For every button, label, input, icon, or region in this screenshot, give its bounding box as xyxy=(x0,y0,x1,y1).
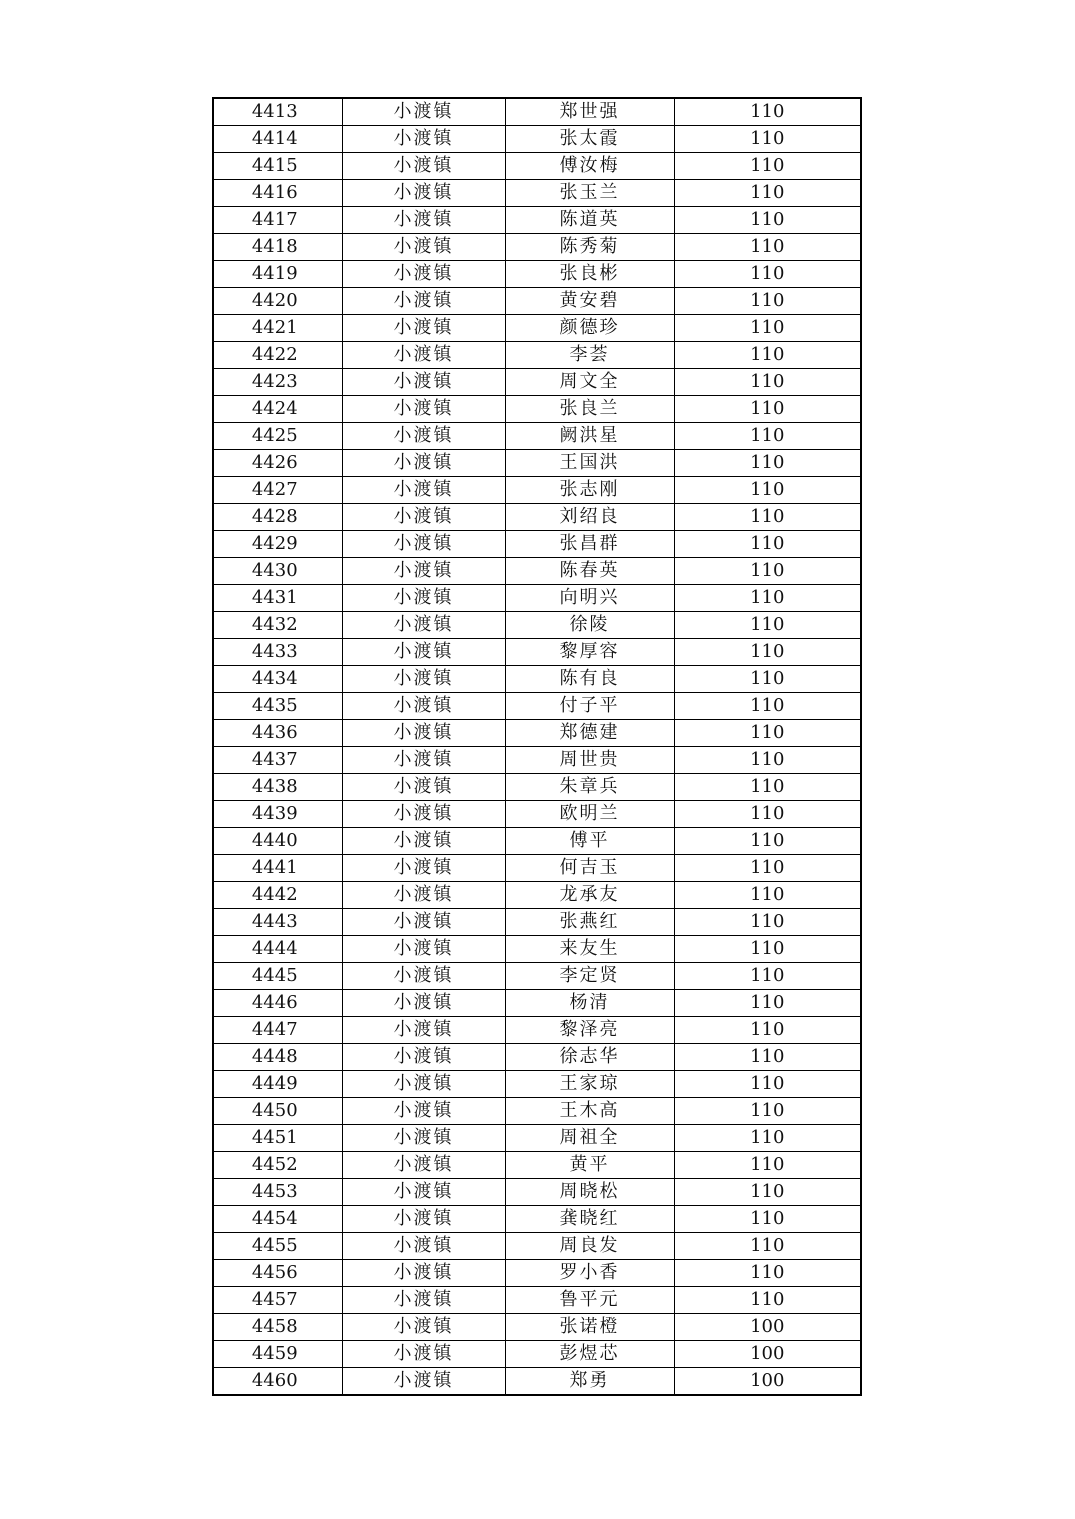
person-name-cell: 付子平 xyxy=(505,693,674,720)
table-row xyxy=(213,126,861,153)
town-cell: 小渡镇 xyxy=(342,315,505,342)
row-number-cell: 4418 xyxy=(213,234,342,261)
row-number-cell: 4417 xyxy=(213,207,342,234)
table-row xyxy=(213,558,861,585)
town-cell: 小渡镇 xyxy=(342,261,505,288)
person-name-cell: 颜德珍 xyxy=(505,315,674,342)
amount-cell: 110 xyxy=(674,855,861,882)
row-number-cell: 4427 xyxy=(213,477,342,504)
amount-cell: 110 xyxy=(674,666,861,693)
row-number-cell: 4416 xyxy=(213,180,342,207)
amount-cell: 110 xyxy=(674,801,861,828)
amount-cell: 110 xyxy=(674,450,861,477)
table-row xyxy=(213,747,861,774)
person-name-cell: 黄平 xyxy=(505,1152,674,1179)
person-name-cell: 彭煜芯 xyxy=(505,1341,674,1368)
town-cell: 小渡镇 xyxy=(342,477,505,504)
person-name-cell: 鲁平元 xyxy=(505,1287,674,1314)
town-cell: 小渡镇 xyxy=(342,1017,505,1044)
amount-cell: 110 xyxy=(674,882,861,909)
amount-cell: 110 xyxy=(674,504,861,531)
person-name-cell: 张玉兰 xyxy=(505,180,674,207)
table-row xyxy=(213,450,861,477)
person-name-cell: 陈有良 xyxy=(505,666,674,693)
amount-cell: 100 xyxy=(674,1341,861,1368)
row-number-cell: 4436 xyxy=(213,720,342,747)
table-row xyxy=(213,315,861,342)
row-number-cell: 4437 xyxy=(213,747,342,774)
town-cell: 小渡镇 xyxy=(342,1233,505,1260)
table-row xyxy=(213,936,861,963)
table-row xyxy=(213,1179,861,1206)
town-cell: 小渡镇 xyxy=(342,126,505,153)
table-row xyxy=(213,990,861,1017)
town-cell: 小渡镇 xyxy=(342,909,505,936)
town-cell: 小渡镇 xyxy=(342,963,505,990)
row-number-cell: 4439 xyxy=(213,801,342,828)
table-row xyxy=(213,288,861,315)
row-number-cell: 4419 xyxy=(213,261,342,288)
town-cell: 小渡镇 xyxy=(342,801,505,828)
row-number-cell: 4425 xyxy=(213,423,342,450)
row-number-cell: 4421 xyxy=(213,315,342,342)
amount-cell: 110 xyxy=(674,477,861,504)
table-row xyxy=(213,1071,861,1098)
town-cell: 小渡镇 xyxy=(342,288,505,315)
town-cell: 小渡镇 xyxy=(342,1368,505,1396)
amount-cell: 110 xyxy=(674,693,861,720)
table-row xyxy=(213,98,861,126)
amount-cell: 110 xyxy=(674,1179,861,1206)
amount-cell: 110 xyxy=(674,612,861,639)
amount-cell: 110 xyxy=(674,1017,861,1044)
town-cell: 小渡镇 xyxy=(342,882,505,909)
row-number-cell: 4432 xyxy=(213,612,342,639)
row-number-cell: 4424 xyxy=(213,396,342,423)
row-number-cell: 4456 xyxy=(213,1260,342,1287)
town-cell: 小渡镇 xyxy=(342,666,505,693)
table-row xyxy=(213,1341,861,1368)
table-row xyxy=(213,612,861,639)
table-row xyxy=(213,666,861,693)
town-cell: 小渡镇 xyxy=(342,585,505,612)
row-number-cell: 4448 xyxy=(213,1044,342,1071)
row-number-cell: 4451 xyxy=(213,1125,342,1152)
row-number-cell: 4429 xyxy=(213,531,342,558)
amount-cell: 110 xyxy=(674,585,861,612)
town-cell: 小渡镇 xyxy=(342,1044,505,1071)
table-row xyxy=(213,585,861,612)
person-name-cell: 陈道英 xyxy=(505,207,674,234)
town-cell: 小渡镇 xyxy=(342,234,505,261)
row-number-cell: 4420 xyxy=(213,288,342,315)
person-name-cell: 张良彬 xyxy=(505,261,674,288)
table-row xyxy=(213,1206,861,1233)
town-cell: 小渡镇 xyxy=(342,1341,505,1368)
row-number-cell: 4434 xyxy=(213,666,342,693)
table-row xyxy=(213,1152,861,1179)
town-cell: 小渡镇 xyxy=(342,180,505,207)
table-row xyxy=(213,828,861,855)
person-name-cell: 周良发 xyxy=(505,1233,674,1260)
amount-cell: 110 xyxy=(674,126,861,153)
row-number-cell: 4460 xyxy=(213,1368,342,1396)
row-number-cell: 4428 xyxy=(213,504,342,531)
person-name-cell: 张诺橙 xyxy=(505,1314,674,1341)
row-number-cell: 4452 xyxy=(213,1152,342,1179)
row-number-cell: 4431 xyxy=(213,585,342,612)
row-number-cell: 4440 xyxy=(213,828,342,855)
table-row xyxy=(213,207,861,234)
person-name-cell: 朱章兵 xyxy=(505,774,674,801)
town-cell: 小渡镇 xyxy=(342,342,505,369)
amount-cell: 110 xyxy=(674,180,861,207)
amount-cell: 100 xyxy=(674,1368,861,1396)
person-name-cell: 张太霞 xyxy=(505,126,674,153)
table-row xyxy=(213,1044,861,1071)
amount-cell: 110 xyxy=(674,1098,861,1125)
table-row xyxy=(213,1017,861,1044)
person-name-cell: 王家琼 xyxy=(505,1071,674,1098)
town-cell: 小渡镇 xyxy=(342,1125,505,1152)
town-cell: 小渡镇 xyxy=(342,1287,505,1314)
row-number-cell: 4458 xyxy=(213,1314,342,1341)
amount-cell: 110 xyxy=(674,1287,861,1314)
row-number-cell: 4447 xyxy=(213,1017,342,1044)
town-cell: 小渡镇 xyxy=(342,1071,505,1098)
person-name-cell: 周世贵 xyxy=(505,747,674,774)
person-name-cell: 周晓松 xyxy=(505,1179,674,1206)
amount-cell: 110 xyxy=(674,153,861,180)
person-name-cell: 周祖全 xyxy=(505,1125,674,1152)
table-row xyxy=(213,1098,861,1125)
person-name-cell: 向明兴 xyxy=(505,585,674,612)
roster-table-body xyxy=(213,98,861,1395)
row-number-cell: 4457 xyxy=(213,1287,342,1314)
amount-cell: 110 xyxy=(674,990,861,1017)
amount-cell: 110 xyxy=(674,98,861,126)
town-cell: 小渡镇 xyxy=(342,936,505,963)
town-cell: 小渡镇 xyxy=(342,531,505,558)
amount-cell: 110 xyxy=(674,288,861,315)
amount-cell: 110 xyxy=(674,1233,861,1260)
amount-cell: 110 xyxy=(674,747,861,774)
person-name-cell: 何吉玉 xyxy=(505,855,674,882)
amount-cell: 110 xyxy=(674,261,861,288)
table-row xyxy=(213,963,861,990)
person-name-cell: 徐陵 xyxy=(505,612,674,639)
row-number-cell: 4433 xyxy=(213,639,342,666)
row-number-cell: 4414 xyxy=(213,126,342,153)
amount-cell: 110 xyxy=(674,1044,861,1071)
table-row xyxy=(213,1287,861,1314)
town-cell: 小渡镇 xyxy=(342,1314,505,1341)
row-number-cell: 4459 xyxy=(213,1341,342,1368)
town-cell: 小渡镇 xyxy=(342,1152,505,1179)
table-row xyxy=(213,1125,861,1152)
person-name-cell: 郑世强 xyxy=(505,98,674,126)
town-cell: 小渡镇 xyxy=(342,153,505,180)
person-name-cell: 杨清 xyxy=(505,990,674,1017)
amount-cell: 110 xyxy=(674,423,861,450)
table-row xyxy=(213,369,861,396)
amount-cell: 110 xyxy=(674,1206,861,1233)
town-cell: 小渡镇 xyxy=(342,612,505,639)
person-name-cell: 刘绍良 xyxy=(505,504,674,531)
person-name-cell: 龚晓红 xyxy=(505,1206,674,1233)
table-row xyxy=(213,1368,861,1396)
table-row xyxy=(213,396,861,423)
row-number-cell: 4444 xyxy=(213,936,342,963)
row-number-cell: 4441 xyxy=(213,855,342,882)
amount-cell: 110 xyxy=(674,639,861,666)
table-row xyxy=(213,909,861,936)
person-name-cell: 徐志华 xyxy=(505,1044,674,1071)
table-row xyxy=(213,720,861,747)
table-row xyxy=(213,342,861,369)
person-name-cell: 罗小香 xyxy=(505,1260,674,1287)
person-name-cell: 张燕红 xyxy=(505,909,674,936)
row-number-cell: 4443 xyxy=(213,909,342,936)
row-number-cell: 4455 xyxy=(213,1233,342,1260)
person-name-cell: 王国洪 xyxy=(505,450,674,477)
person-name-cell: 郑德建 xyxy=(505,720,674,747)
amount-cell: 110 xyxy=(674,207,861,234)
table-row xyxy=(213,1314,861,1341)
row-number-cell: 4422 xyxy=(213,342,342,369)
row-number-cell: 4413 xyxy=(213,98,342,126)
amount-cell: 110 xyxy=(674,531,861,558)
amount-cell: 110 xyxy=(674,909,861,936)
row-number-cell: 4445 xyxy=(213,963,342,990)
person-name-cell: 李定贤 xyxy=(505,963,674,990)
amount-cell: 110 xyxy=(674,936,861,963)
row-number-cell: 4454 xyxy=(213,1206,342,1233)
roster-table xyxy=(212,97,862,1396)
person-name-cell: 龙承友 xyxy=(505,882,674,909)
amount-cell: 110 xyxy=(674,558,861,585)
town-cell: 小渡镇 xyxy=(342,828,505,855)
person-name-cell: 郑勇 xyxy=(505,1368,674,1396)
town-cell: 小渡镇 xyxy=(342,639,505,666)
town-cell: 小渡镇 xyxy=(342,450,505,477)
amount-cell: 110 xyxy=(674,342,861,369)
amount-cell: 110 xyxy=(674,963,861,990)
amount-cell: 110 xyxy=(674,1125,861,1152)
amount-cell: 110 xyxy=(674,1152,861,1179)
town-cell: 小渡镇 xyxy=(342,990,505,1017)
table-row xyxy=(213,261,861,288)
table-row xyxy=(213,801,861,828)
town-cell: 小渡镇 xyxy=(342,558,505,585)
person-name-cell: 陈春英 xyxy=(505,558,674,585)
town-cell: 小渡镇 xyxy=(342,1260,505,1287)
table-row xyxy=(213,693,861,720)
table-row xyxy=(213,531,861,558)
person-name-cell: 傅汝梅 xyxy=(505,153,674,180)
town-cell: 小渡镇 xyxy=(342,855,505,882)
table-row xyxy=(213,855,861,882)
town-cell: 小渡镇 xyxy=(342,747,505,774)
row-number-cell: 4449 xyxy=(213,1071,342,1098)
table-row xyxy=(213,774,861,801)
amount-cell: 110 xyxy=(674,1260,861,1287)
person-name-cell: 陈秀菊 xyxy=(505,234,674,261)
town-cell: 小渡镇 xyxy=(342,98,505,126)
row-number-cell: 4426 xyxy=(213,450,342,477)
table-row xyxy=(213,477,861,504)
amount-cell: 110 xyxy=(674,234,861,261)
person-name-cell: 傅平 xyxy=(505,828,674,855)
town-cell: 小渡镇 xyxy=(342,720,505,747)
town-cell: 小渡镇 xyxy=(342,207,505,234)
row-number-cell: 4430 xyxy=(213,558,342,585)
person-name-cell: 黄安碧 xyxy=(505,288,674,315)
row-number-cell: 4446 xyxy=(213,990,342,1017)
person-name-cell: 李荟 xyxy=(505,342,674,369)
amount-cell: 110 xyxy=(674,828,861,855)
table-row xyxy=(213,180,861,207)
amount-cell: 100 xyxy=(674,1314,861,1341)
row-number-cell: 4415 xyxy=(213,153,342,180)
person-name-cell: 张良兰 xyxy=(505,396,674,423)
amount-cell: 110 xyxy=(674,396,861,423)
row-number-cell: 4442 xyxy=(213,882,342,909)
person-name-cell: 黎厚容 xyxy=(505,639,674,666)
person-name-cell: 张昌群 xyxy=(505,531,674,558)
table-row xyxy=(213,153,861,180)
town-cell: 小渡镇 xyxy=(342,369,505,396)
row-number-cell: 4450 xyxy=(213,1098,342,1125)
person-name-cell: 欧明兰 xyxy=(505,801,674,828)
table-row xyxy=(213,882,861,909)
table-row xyxy=(213,234,861,261)
town-cell: 小渡镇 xyxy=(342,774,505,801)
table-row xyxy=(213,504,861,531)
amount-cell: 110 xyxy=(674,369,861,396)
town-cell: 小渡镇 xyxy=(342,396,505,423)
town-cell: 小渡镇 xyxy=(342,423,505,450)
person-name-cell: 阙洪星 xyxy=(505,423,674,450)
table-row xyxy=(213,1233,861,1260)
town-cell: 小渡镇 xyxy=(342,693,505,720)
town-cell: 小渡镇 xyxy=(342,504,505,531)
person-name-cell: 张志刚 xyxy=(505,477,674,504)
person-name-cell: 周文全 xyxy=(505,369,674,396)
amount-cell: 110 xyxy=(674,315,861,342)
amount-cell: 110 xyxy=(674,1071,861,1098)
person-name-cell: 王木高 xyxy=(505,1098,674,1125)
town-cell: 小渡镇 xyxy=(342,1179,505,1206)
row-number-cell: 4423 xyxy=(213,369,342,396)
amount-cell: 110 xyxy=(674,720,861,747)
row-number-cell: 4435 xyxy=(213,693,342,720)
table-row xyxy=(213,1260,861,1287)
person-name-cell: 来友生 xyxy=(505,936,674,963)
person-name-cell: 黎泽亮 xyxy=(505,1017,674,1044)
town-cell: 小渡镇 xyxy=(342,1206,505,1233)
row-number-cell: 4453 xyxy=(213,1179,342,1206)
town-cell: 小渡镇 xyxy=(342,1098,505,1125)
table-row xyxy=(213,423,861,450)
table-row xyxy=(213,639,861,666)
row-number-cell: 4438 xyxy=(213,774,342,801)
amount-cell: 110 xyxy=(674,774,861,801)
